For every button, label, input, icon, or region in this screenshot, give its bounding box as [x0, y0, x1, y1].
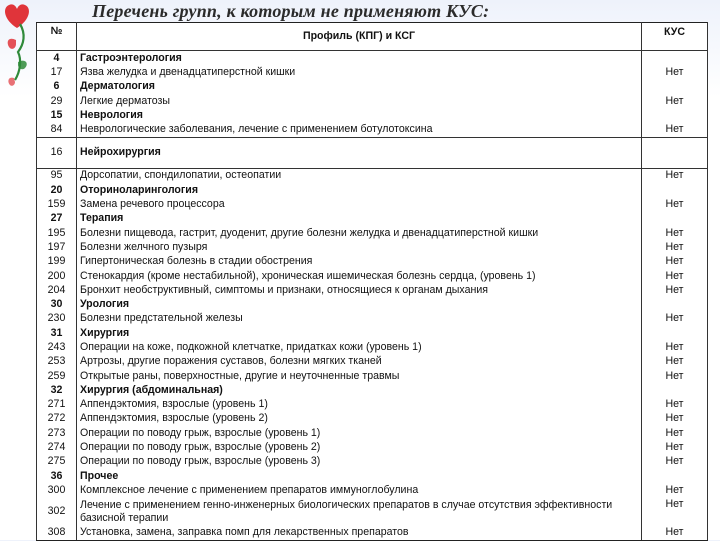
row-name: Лечение с применением генно-инженерных биологических препаратов в случае отсутствия эффективности базисной терапии: [77, 498, 642, 526]
row-kus: Нет: [642, 455, 708, 469]
table-row: [37, 398, 708, 412]
table-row: [37, 412, 708, 426]
row-number: 271: [37, 398, 77, 412]
row-number: 4: [37, 51, 77, 66]
row-number: 200: [37, 269, 77, 283]
table-row: [37, 240, 708, 254]
row-number: 275: [37, 455, 77, 469]
row-name: Неврология: [77, 108, 642, 122]
row-name: Аппендэктомия, взрослые (уровень 1): [77, 398, 642, 412]
row-name: Операции на коже, подкожной клетчатке, придатках кожи (уровень 1): [77, 340, 642, 354]
row-kus: Нет: [642, 226, 708, 240]
row-kus: [642, 326, 708, 340]
row-name: Комплексное лечение с применением препаратов иммуноглобулина: [77, 483, 642, 497]
table-row: [37, 255, 708, 269]
row-kus: Нет: [642, 65, 708, 79]
row-number: 6: [37, 80, 77, 94]
row-number: 36: [37, 469, 77, 483]
row-number: 20: [37, 183, 77, 197]
table-row: [37, 80, 708, 94]
table-row: [37, 426, 708, 440]
row-kus: Нет: [642, 122, 708, 137]
row-kus: Нет: [642, 440, 708, 454]
row-kus: [642, 80, 708, 94]
table-row: [37, 226, 708, 240]
groups-table: [36, 22, 708, 541]
column-header-num: №: [37, 23, 77, 51]
table-row: [37, 383, 708, 397]
row-name: Замена речевого процессора: [77, 197, 642, 211]
row-number: 274: [37, 440, 77, 454]
row-kus: Нет: [642, 283, 708, 297]
row-number: 195: [37, 226, 77, 240]
row-kus: Нет: [642, 412, 708, 426]
row-number: 84: [37, 122, 77, 137]
table-row: [37, 212, 708, 226]
row-number: 273: [37, 426, 77, 440]
table-row: [37, 312, 708, 326]
row-name: Операции по поводу грыж, взрослые (уровень 1): [77, 426, 642, 440]
table-row: [37, 197, 708, 211]
row-number: 95: [37, 168, 77, 183]
row-number: 30: [37, 297, 77, 311]
row-number: 16: [37, 137, 77, 168]
table-row: [37, 498, 708, 526]
table-row: [37, 340, 708, 354]
row-kus: Нет: [642, 426, 708, 440]
row-kus: [642, 137, 708, 168]
row-name: Болезни предстательной железы: [77, 312, 642, 326]
table-row: [37, 483, 708, 497]
row-number: 17: [37, 65, 77, 79]
row-number: 32: [37, 383, 77, 397]
column-header-profile: Профиль (КПГ) и КСГ: [77, 23, 642, 51]
row-kus: Нет: [642, 498, 708, 526]
table-row: [37, 269, 708, 283]
column-header-kus: КУС: [642, 23, 708, 51]
row-name: Бронхит необструктивный, симптомы и признаки, относящиеся к органам дыхания: [77, 283, 642, 297]
row-kus: Нет: [642, 355, 708, 369]
row-name: Дорсопатии, спондилопатии, остеопатии: [77, 168, 642, 183]
row-kus: Нет: [642, 269, 708, 283]
table-row: [37, 326, 708, 340]
row-kus: Нет: [642, 398, 708, 412]
row-kus: Нет: [642, 168, 708, 183]
row-name: Гипертоническая болезнь в стадии обострения: [77, 255, 642, 269]
row-kus: Нет: [642, 369, 708, 383]
row-name: Артрозы, другие поражения суставов, болезни мягких тканей: [77, 355, 642, 369]
row-name: Дерматология: [77, 80, 642, 94]
row-name: Язва желудка и двенадцатиперстной кишки: [77, 65, 642, 79]
row-number: 15: [37, 108, 77, 122]
table-row: [37, 440, 708, 454]
table-row: [37, 183, 708, 197]
row-name: Болезни пищевода, гастрит, дуоденит, другие болезни желудка и двенадцатиперстной кишки: [77, 226, 642, 240]
row-number: 300: [37, 483, 77, 497]
row-number: 272: [37, 412, 77, 426]
row-name: Нейрохирургия: [77, 137, 642, 168]
row-kus: Нет: [642, 312, 708, 326]
row-name: Терапия: [77, 212, 642, 226]
row-number: 253: [37, 355, 77, 369]
row-name: Неврологические заболевания, лечение с применением ботулотоксина: [77, 122, 642, 137]
row-number: 259: [37, 369, 77, 383]
table-row: [37, 283, 708, 297]
row-kus: Нет: [642, 340, 708, 354]
table-row: [37, 108, 708, 122]
row-name: Операции по поводу грыж, взрослые (уровень 3): [77, 455, 642, 469]
row-number: 243: [37, 340, 77, 354]
row-kus: [642, 183, 708, 197]
row-kus: [642, 51, 708, 66]
table-row: [37, 455, 708, 469]
row-kus: [642, 383, 708, 397]
table-row: [37, 369, 708, 383]
row-kus: [642, 469, 708, 483]
row-name: Легкие дерматозы: [77, 94, 642, 108]
table-row: [37, 355, 708, 369]
row-kus: Нет: [642, 94, 708, 108]
row-name: Стенокардия (кроме нестабильной), хроническая ишемическая болезнь сердца, (уровень 1): [77, 269, 642, 283]
table-row: [37, 297, 708, 311]
row-kus: Нет: [642, 240, 708, 254]
row-kus: Нет: [642, 483, 708, 497]
table-row: [37, 168, 708, 183]
table-row: [37, 526, 708, 541]
row-number: 159: [37, 197, 77, 211]
row-kus: Нет: [642, 197, 708, 211]
table-row: [37, 65, 708, 79]
row-name: Оториноларингология: [77, 183, 642, 197]
row-name: Гастроэнтерология: [77, 51, 642, 66]
row-kus: [642, 108, 708, 122]
row-name: Аппендэктомия, взрослые (уровень 2): [77, 412, 642, 426]
row-number: 29: [37, 94, 77, 108]
row-number: 308: [37, 526, 77, 541]
row-name: Установка, замена, заправка помп для лекарственных препаратов: [77, 526, 642, 541]
row-kus: [642, 297, 708, 311]
table-header-row: [37, 23, 708, 51]
table-row: [37, 94, 708, 108]
row-number: 230: [37, 312, 77, 326]
red-hearts-logo-icon: [0, 0, 34, 100]
row-name: Операции по поводу грыж, взрослые (уровень 2): [77, 440, 642, 454]
table-row: [37, 469, 708, 483]
table-row: [37, 137, 708, 168]
row-name: Открытые раны, поверхностные, другие и неуточненные травмы: [77, 369, 642, 383]
table-row: [37, 122, 708, 137]
row-kus: [642, 212, 708, 226]
row-name: Хирургия (абдоминальная): [77, 383, 642, 397]
row-name: Хирургия: [77, 326, 642, 340]
row-number: 197: [37, 240, 77, 254]
row-number: 204: [37, 283, 77, 297]
row-number: 31: [37, 326, 77, 340]
row-kus: Нет: [642, 526, 708, 541]
row-name: Прочее: [77, 469, 642, 483]
row-number: 199: [37, 255, 77, 269]
row-name: Болезни желчного пузыря: [77, 240, 642, 254]
row-number: 302: [37, 498, 77, 526]
table-row: [37, 51, 708, 66]
row-kus: Нет: [642, 255, 708, 269]
page-title: Перечень групп, к которым не применяют КУС:: [92, 1, 490, 21]
row-number: 27: [37, 212, 77, 226]
row-name: Урология: [77, 297, 642, 311]
